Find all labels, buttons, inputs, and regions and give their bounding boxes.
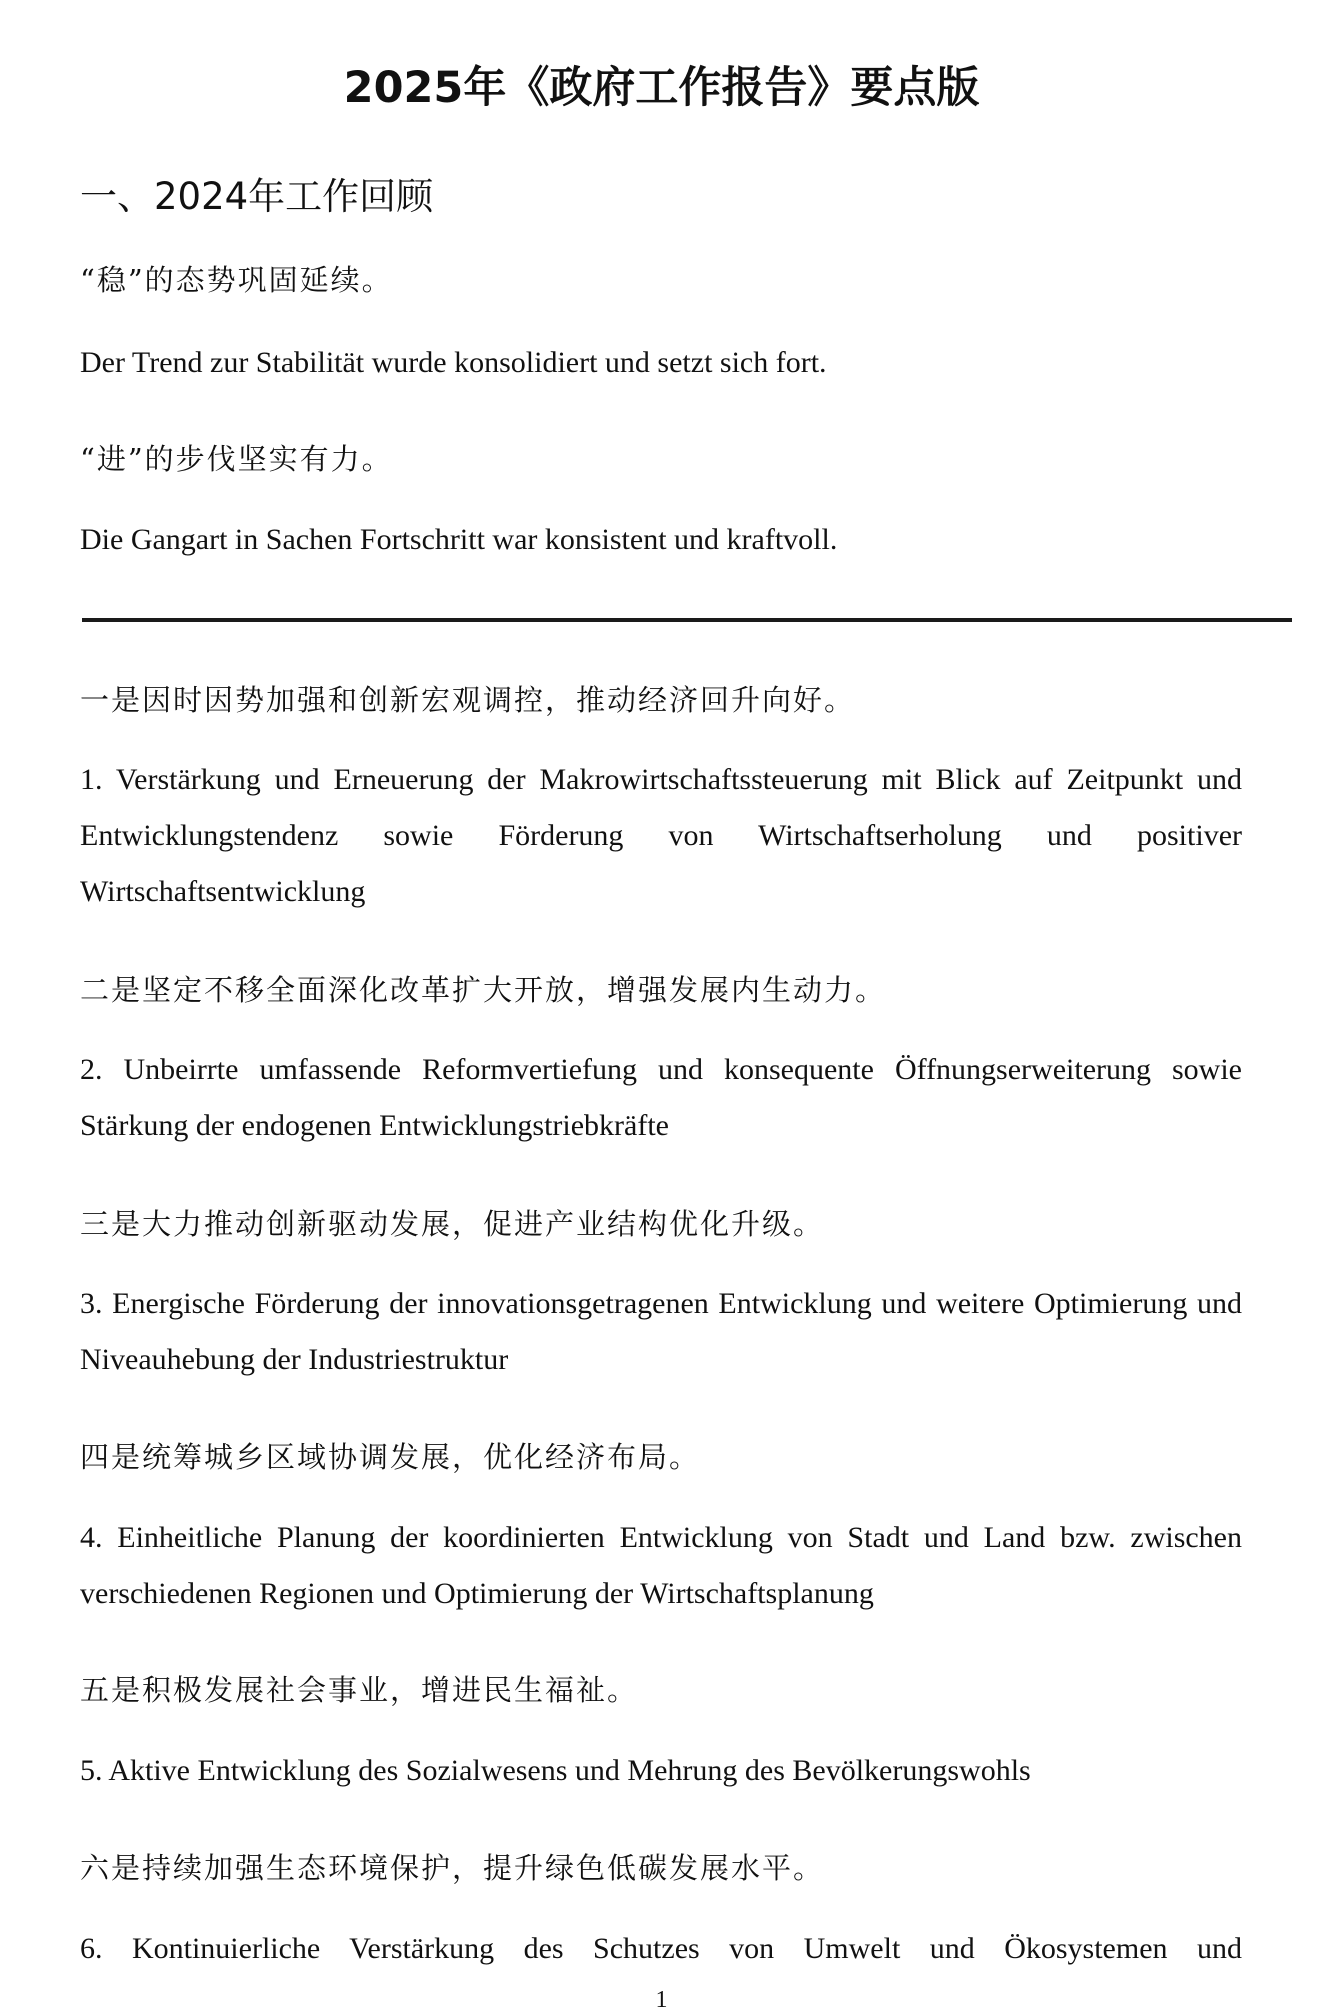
- intro-zh-2: “进”的步伐坚实有力。: [80, 442, 393, 476]
- document-title: 2025年《政府工作报告》要点版: [343, 63, 980, 113]
- point-de-2: 2. Unbeirrte umfassende Reformvertiefung und konsequente Öffnungserweiterung sowie Stärkung der endogenen Entwicklungstriebkräfte: [80, 1053, 1242, 1142]
- point-zh-1: 一是因时因势加强和创新宏观调控，推动经济回升向好。: [80, 683, 856, 717]
- intro-zh-1: “稳”的态势巩固延续。: [80, 263, 393, 297]
- intro-de-1: Der Trend zur Stabilität wurde konsolidiert und setzt sich fort.: [80, 346, 827, 379]
- section-divider: [82, 618, 1292, 622]
- point-zh-4: 四是统筹城乡区域协调发展，优化经济布局。: [80, 1440, 701, 1474]
- point-de-5: 5. Aktive Entwicklung des Sozialwesens und Mehrung des Bevölkerungswohls: [80, 1754, 1031, 1787]
- point-de-3: 3. Energische Förderung der innovationsgetragenen Entwicklung und weitere Optimierung und Niveauhebung der Industriestruktur: [80, 1287, 1242, 1376]
- point-de-6: 6. Kontinuierliche Verstärkung des Schutzes von Umwelt und Ökosystemen und: [80, 1932, 1242, 1965]
- section-heading: 一、2024年工作回顾: [80, 175, 434, 218]
- point-de-1: 1. Verstärkung und Erneuerung der Makrowirtschaftssteuerung mit Blick auf Zeitpunkt und Entwicklungstendenz sowie Förderung von Wirtschaftserholung und positiver Wirtschaftsentwicklung: [80, 763, 1242, 908]
- point-zh-3: 三是大力推动创新驱动发展，促进产业结构优化升级。: [80, 1207, 825, 1241]
- intro-de-2: Die Gangart in Sachen Fortschritt war konsistent und kraftvoll.: [80, 523, 838, 556]
- point-de-4: 4. Einheitliche Planung der koordinierten Entwicklung von Stadt und Land bzw. zwischen verschiedenen Regionen und Optimierung der Wirtschaftsplanung: [80, 1521, 1242, 1610]
- point-zh-5: 五是积极发展社会事业，增进民生福祉。: [80, 1673, 639, 1707]
- point-zh-6: 六是持续加强生态环境保护，提升绿色低碳发展水平。: [80, 1851, 825, 1885]
- page-number: 1: [655, 1987, 668, 2013]
- point-zh-2: 二是坚定不移全面深化改革扩大开放，增强发展内生动力。: [80, 973, 887, 1007]
